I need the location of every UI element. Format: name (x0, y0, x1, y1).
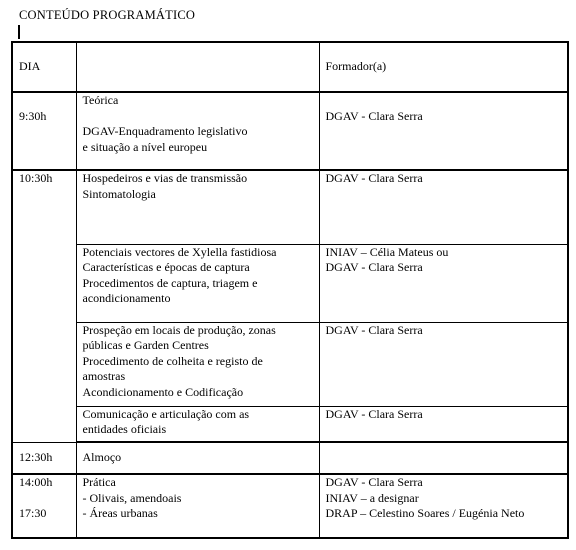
topic-line: Acondicionamento e Codificação (82, 384, 244, 399)
topic-heading-theory: Teórica (82, 93, 119, 107)
topic-cell (76, 442, 319, 474)
trainer-cell (319, 170, 568, 244)
time-1400: 14:00h (19, 475, 53, 489)
trainer-name: INIAV – a designar (325, 490, 419, 505)
topic-cell (76, 92, 319, 170)
topic-line: acondicionamento (82, 291, 171, 305)
topic-line: - Áreas urbanas (82, 506, 158, 520)
topic-line: Sintomatologia (82, 186, 156, 201)
header-topic (76, 42, 319, 92)
table-row (12, 442, 568, 474)
lunch-label: Almoço (82, 450, 122, 465)
document-title: CONTEÚDO PROGRAMÁTICO (19, 8, 196, 22)
trainer-name: DRAP – Celestino Soares / Eugénia Neto (325, 506, 525, 520)
time-930: 9:30h (19, 108, 47, 123)
time-1730: 17:30 (19, 506, 47, 520)
time-cell (12, 474, 76, 538)
trainer-cell (319, 474, 568, 538)
time-cell (12, 442, 76, 474)
topic-line: Procedimentos de captura, triagem e (82, 275, 258, 290)
table-row (12, 474, 568, 538)
header-trainer: Formador(a) (319, 42, 568, 92)
trainer-cell (319, 406, 568, 442)
table-header-row (12, 42, 568, 92)
topic-line: Potenciais vectores de Xylella fastidiosa (82, 244, 277, 259)
topic-line: Características e épocas de captura (82, 260, 250, 274)
topic-cell (76, 170, 319, 244)
topic-line: entidades oficiais (82, 422, 167, 436)
trainer-name: DGAV - Clara Serra (325, 108, 423, 123)
topic-line: e situação a nível europeu (82, 139, 208, 154)
time-cell (12, 92, 76, 170)
trainer-cell (319, 442, 568, 474)
time-cell (12, 170, 76, 442)
table-row (12, 244, 568, 322)
trainer-cell (319, 244, 568, 322)
title-underline-mark (18, 25, 20, 39)
trainer-cell (319, 92, 568, 170)
header-day: DIA (12, 42, 76, 92)
trainer-name: DGAV - Clara Serra (325, 322, 423, 337)
topic-cell (76, 474, 319, 538)
topic-line: Procedimento de colheita e registo de (82, 353, 263, 368)
table-row (12, 92, 568, 170)
topic-line: Comunicação e articulação com as (82, 406, 250, 421)
topic-line: públicas e Garden Centres (82, 338, 209, 352)
topic-line: DGAV-Enquadramento legislativo (82, 124, 248, 138)
topic-cell (76, 406, 319, 442)
trainer-name: DGAV - Clara Serra (325, 475, 423, 489)
topic-cell (76, 244, 319, 322)
topic-line: - Olivais, amendoais (82, 490, 182, 505)
trainer-name: DGAV - Clara Serra (325, 406, 423, 421)
topic-line: amostras (82, 369, 126, 383)
table-row (12, 406, 568, 442)
schedule-table (11, 41, 569, 539)
time-1030: 10:30h (19, 171, 53, 185)
table-row (12, 170, 568, 244)
time-1230: 12:30h (19, 450, 53, 464)
topic-line: Prospeção em locais de produção, zonas (82, 322, 276, 337)
topic-line: Hospedeiros e vias de transmissão (82, 171, 248, 185)
trainer-cell (319, 322, 568, 406)
topic-heading-practice: Prática (82, 475, 116, 489)
topic-cell (76, 322, 319, 406)
trainer-name: INIAV – Célia Mateus ou (325, 244, 449, 259)
table-row (12, 322, 568, 406)
trainer-name: DGAV - Clara Serra (325, 171, 423, 185)
trainer-name: DGAV - Clara Serra (325, 260, 423, 274)
